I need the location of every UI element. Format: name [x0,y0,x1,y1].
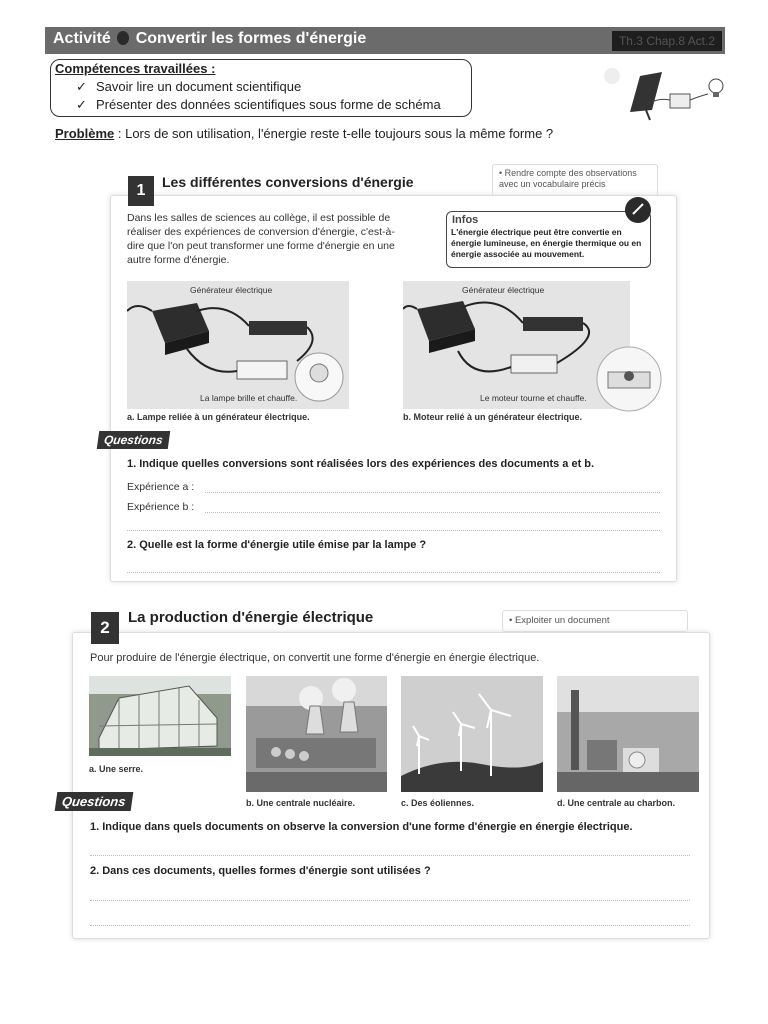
section-1-question-2: 2. Quelle est la forme d'énergie utile émise par la lampe ? [127,539,427,551]
activity-title-text: Convertir les formes d'énergie [135,30,367,47]
photo-b-generator-label: Générateur électrique [462,285,545,295]
problem-statement [55,126,553,141]
switch-icon [523,317,583,331]
section-1-intro: Dans les salles de sciences au collège, il est possible de réaliser des expériences de conversion d'énergie, c'est-à-dire que l'on peut transformer une forme d'énergie en une autre forme d'énergie. [127,212,395,266]
lamp-circuit-illustration [127,281,349,409]
wind-caption: c. Des éoliennes. [401,798,475,808]
activity-label: Activité [53,30,111,47]
nuclear-plant-photo [246,676,387,792]
circuit-box-icon [652,94,708,108]
coal-caption: d. Une centrale au charbon. [557,798,676,808]
greenhouse-caption: a. Une serre. [89,764,144,774]
motor-closeup-icon [594,346,664,412]
sun-icon [604,68,620,84]
photo-b-motor-label: Le moteur tourne et chauffe. [480,393,587,403]
activity-number-mark [117,31,129,45]
section-2-question-1: 1. Indique dans quels documents on observe la conversion d'une forme d'énergie en énergie électrique. [90,821,633,833]
section-1-skill: • Rendre compte des observations avec un vocabulaire précis [492,164,658,196]
answer-line[interactable] [90,855,690,856]
answer-line[interactable] [205,492,660,493]
info-marker-icon [624,196,652,224]
section-1-number: 1 [128,176,154,206]
photo-b-caption: b. Moteur relié à un générateur électrique. [403,412,583,422]
competences-title: Compétences travaillées : [55,61,216,76]
lamp-base-icon [237,361,287,379]
section-1-title: Les différentes conversions d'énergie [162,174,414,190]
section-2-title: La production d'énergie électrique [128,609,374,626]
section-2-number: 2 [91,612,119,644]
problem-text: : Lors de son utilisation, l'énergie reste t-elle toujours sous la même forme ? [114,126,554,141]
photo-a-generator-label: Générateur électrique [190,285,273,295]
motor-base-icon [511,355,557,373]
section-2-skill: • Exploiter un document [502,610,688,632]
greenhouse-photo [89,676,231,756]
activity-title [53,30,366,48]
section-2-intro: Pour produire de l'énergie électrique, on convertit une forme d'énergie en énergie électrique. [90,652,540,664]
info-title: Infos [452,214,479,226]
section-2-question-2: 2. Dans ces documents, quelles formes d'énergie sont utilisées ? [90,865,431,877]
competence-text: Savoir lire un document scientifique [96,79,302,94]
nuclear-caption: b. Une centrale nucléaire. [246,798,356,808]
solar-panel-icon [630,72,662,120]
check-icon: ✓ [76,97,87,112]
photo-a-lamp-label: La lampe brille et chauffe. [200,393,298,403]
answer-line[interactable] [90,900,690,901]
check-icon: ✓ [76,79,87,94]
answer-line[interactable] [127,530,660,531]
answer-line[interactable] [90,925,690,926]
info-text: L'énergie électrique peut être convertie en énergie lumineuse, en énergie thermique ou en énergie associée au mouvement. [451,227,642,259]
experience-b-label: Expérience b : [127,501,195,513]
competence-item [76,79,301,95]
light-bulb-icon [709,79,723,97]
questions-tag: Questions [97,431,170,449]
answer-line[interactable] [205,512,660,513]
photo-lamp-experiment [127,281,349,409]
wind-turbines-photo [401,676,543,792]
competence-text: Présenter des données scientifiques sous forme de schéma [96,97,441,112]
competence-item [76,97,441,113]
experience-a-label: Expérience a : [127,481,195,493]
answer-line[interactable] [127,572,660,573]
questions-tag: Questions [55,792,133,811]
problem-label: Problème [55,126,115,141]
photo-a-caption: a. Lampe reliée à un générateur électrique. [127,412,310,422]
switch-icon [249,321,307,335]
solar-circuit-illustration [600,62,730,122]
chapter-reference: Th.3 Chap.8 Act.2 [612,31,722,51]
section-1-question-1: 1. Indique quelles conversions sont réalisées lors des expériences des documents a et b. [127,458,595,470]
coal-plant-photo [557,676,699,792]
